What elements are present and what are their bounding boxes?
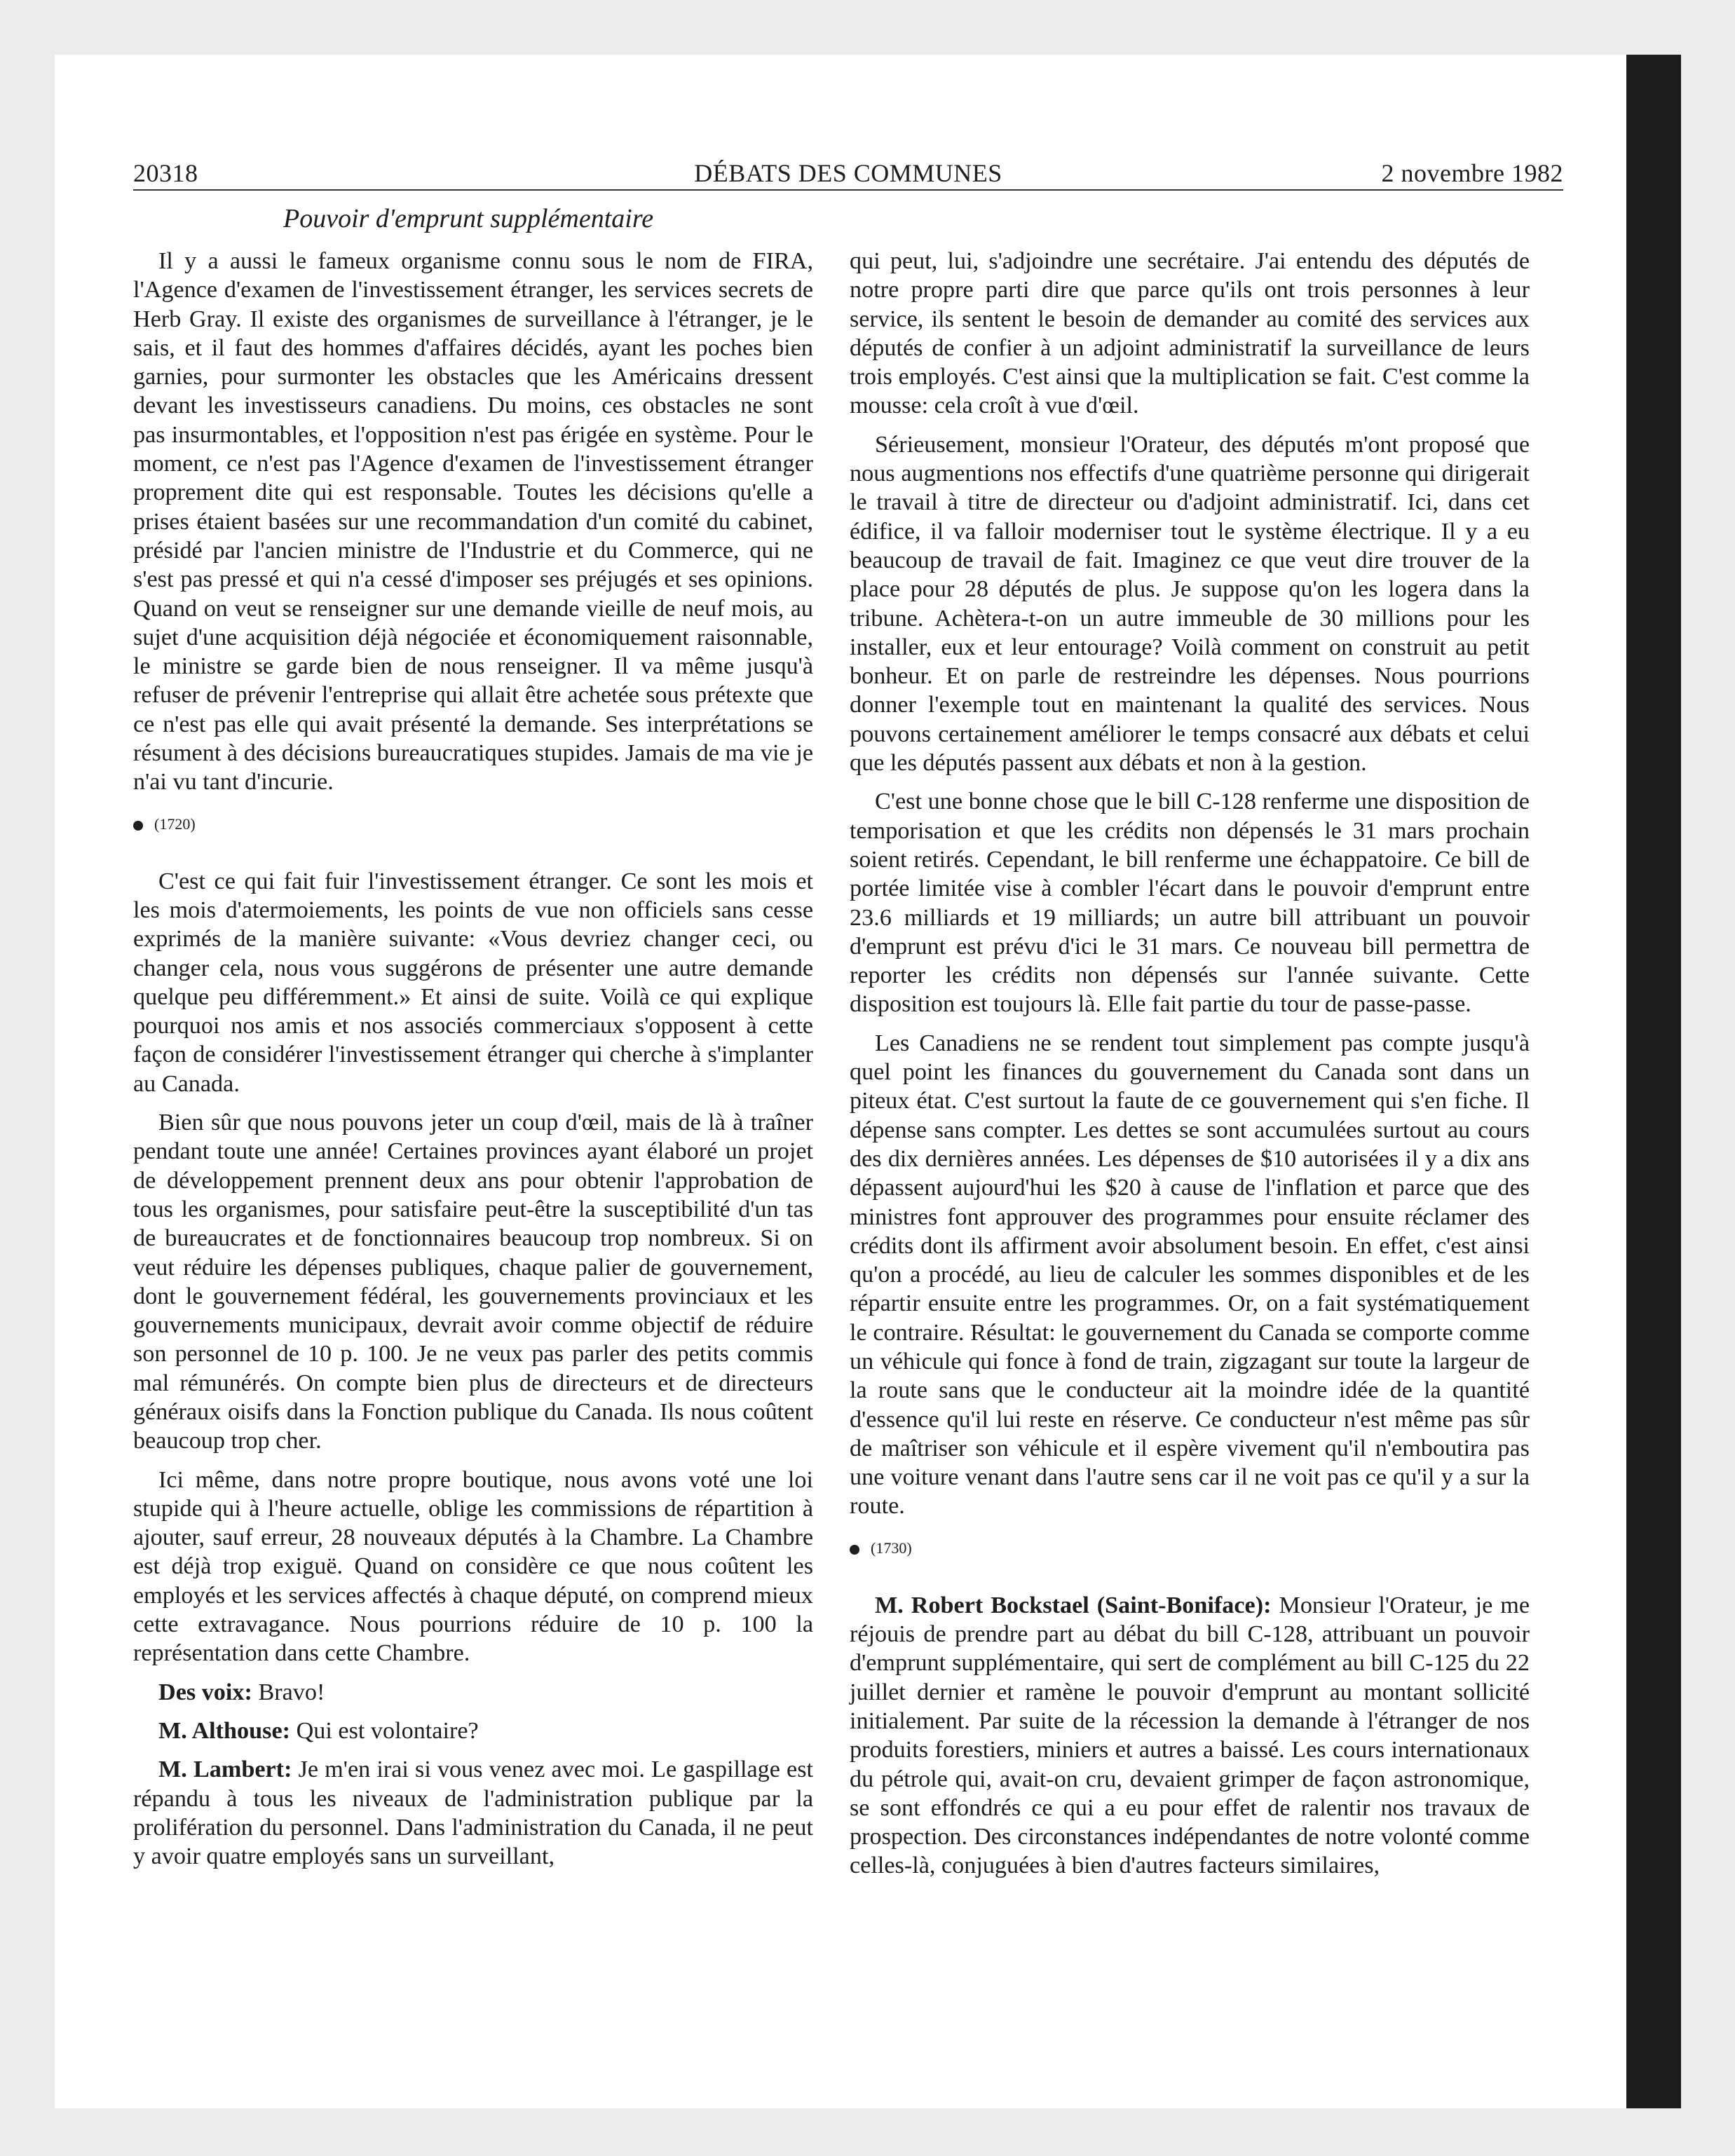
time-marker [850,1538,1530,1559]
publication-date: 2 novembre 1982 [1381,159,1563,187]
paragraph: qui peut, lui, s'adjoindre une secrétaire. J'ai entendu des députés de notre propre parti dire que parce qu'ils ont trois personnes à leur service, ils sentent le besoin de demander au comité des services aux députés de confier à un adjoint administratif la surveillance de leurs trois employés. C'est ainsi que la multiplication se fait. C'est comme la mousse: cela croît à vue d'œil. [850,248,1530,419]
bullet-icon [133,821,143,831]
paragraph: Les Canadiens ne se rendent tout simplement pas compte jusqu'à quel point les finances du gouvernement du Canada sont dans un piteux état. C'est surtout la faute de ce gouvernement qui s'en fiche. Il dépense sans compter. Les dettes se sont accumulées surtout au cours des dix dernières années. Les dépenses de $10 autorisées il y a dix ans dépassent aujourd'hui les $20 à cause de l'inflation et parce que des ministres font approuver des programmes pour ensuite réclamer des crédits dont ils affirment avoir absolument besoin. En effet, c'est ainsi qu'on a procédé, au lieu de calculer les sommes disponibles et de les répartir ensuite entre les programmes. Or, on a fait systématiquement le contraire. Résultat: le gouvernement du Canada se comporte comme un véhicule qui fonce à fond de train, zigzagant sur toute la largeur de la route sans que le conducteur ait la moindre idée de la quantité d'essence qu'il lui reste en réserve. Ce conducteur n'est même pas sûr de maîtriser son véhicule et il espère vivement qu'il n'emboutira pas une voiture venant dans l'autre sens car il ne voit pas ce qu'il y a sur la route. [850,1030,1530,1520]
speech [133,1717,813,1745]
paragraph: C'est ce qui fait fuir l'investissement étranger. Ce sont les mois et les mois d'atermoiements, les points de vue non officiels sans cesse exprimés de la manière suivante: «Vous devriez changer ceci, ou changer cela, nous vous suggérons de présenter une autre demande quelque peu différemment.» Et ainsi de suite. Voilà ce qui explique pourquoi nos amis et nos associés commerciaux s'opposent à cette façon de considérer l'investissement étranger qui cherche à s'implanter au Canada. [133,868,813,1097]
bullet-icon [850,1545,859,1555]
speech [133,1678,813,1707]
scan-edge-bar [1626,55,1681,2108]
publication-title: DÉBATS DES COMMUNES [694,159,1002,187]
right-column [850,247,1530,1890]
speech [133,1755,813,1871]
time-marker [133,814,813,835]
speaker-name: M. Althouse: [158,1717,291,1744]
paragraph: Bien sûr que nous pouvons jeter un coup d'œil, mais de là à traîner pendant toute une année! Certaines provinces ayant élaboré un projet de développement prennent deux ans pour obtenir l'approbation de tous les organismes, pour satisfaire peut-être la susceptibilité d'un tas de bureaucrates et de fonctionnaires beaucoup trop nombreux. Si on veut réduire les dépenses publiques, chaque palier de gouvernement, dont le gouvernement fédéral, les gouvernements provinciaux et les gouvernements municipaux, devrait avoir comme objectif de réduire son personnel de 10 p. 100. Je ne veux pas parler des petits commis mal rémunérés. On compte bien plus de directeurs et de directeurs généraux oisifs dans la Fonction publique du Canada. Ils nous coûtent beaucoup trop cher. [133,1110,813,1454]
time-marker-label: (1730) [871,1538,912,1557]
speaker-name: Des voix: [158,1679,252,1705]
speech-text: Monsieur l'Orateur, je me réjouis de prendre part au débat du bill C-128, attribuant un pouvoir d'emprunt supplémentaire, qui sert de complément au bill C-125 du 22 juillet dernier et ramène le pouvoir d'emprunt au montant sollicité initialement. Par suite de la récession la demande à l'étranger de nos produits forestiers, miniers et autres a baissé. Les cours internationaux du pétrole qui, avait-on cru, devaient grimper de façon astronomique, se sont effondrés ce qui a eu pour effet de ralentir nos travaux de prospection. Des circonstances indépendantes de notre volonté comme celles-là, conjuguées à bien d'autres facteurs similaires, [850,1592,1530,1879]
page-number: 20318 [133,159,198,187]
paragraph: C'est une bonne chose que le bill C-128 renferme une disposition de temporisation et que les crédits non dépensés le 31 mars prochain soient retirés. Cependant, le bill renferme une échappatoire. Ce bill de portée limitée vise à combler l'écart dans le pouvoir d'emprunt entre 23.6 milliards et 19 milliards; un autre bill attribuant un pouvoir d'emprunt est prévu d'ici le 31 mars. Ce nouveau bill permettra de reporter les crédits non dépensés sur l'année suivante. Cette disposition est toujours là. Elle fait partie du tour de passe-passe. [850,789,1530,1018]
paragraph: Ici même, dans notre propre boutique, nous avons voté une loi stupide qui à l'heure actuelle, oblige les commissions de répartition à ajouter, sauf erreur, 28 nouveaux députés à la Chambre. La Chambre est déjà trop exiguë. Quand on considère ce que nous coûtent les employés et les services affectés à chaque député, on comprend mieux cette extravagance. Nous pourrions réduire de 10 p. 100 la représentation dans cette Chambre. [133,1466,813,1667]
page-header [133,156,1563,191]
speaker-name: M. Robert Bockstael (Saint-Boniface): [875,1592,1272,1618]
section-subheading: Pouvoir d'emprunt supplémentaire [283,204,654,233]
speech-text: Bravo! [252,1679,325,1705]
paragraph: Il y a aussi le fameux organisme connu sous le nom de FIRA, l'Agence d'examen de l'investissement étranger, les services secrets de Herb Gray. Il existe des organismes de surveillance à l'étranger, je le sais, et il faut des hommes d'affaires décidés, ayant les poches bien garnies, pour surmonter les obstacles que les Américains dressent devant les investisseurs canadiens. Du moins, ces obstacles ne sont pas insurmontables, et l'opposition n'est pas érigée en système. Pour le moment, ce n'est pas l'Agence d'examen de l'investissement étranger proprement dite qui est responsable. Toutes les décisions qu'elle a prises étaient basées sur une recommandation d'un comité du cabinet, présidé par l'ancien ministre de l'Industrie et du Commerce, qui ne s'est pas pressé et qui n'a cessé d'imposer ses préjugés et ses opinions. Quand on veut se renseigner sur une demande vieille de neuf mois, au sujet d'une acquisition déjà négociée et économiquement raisonnable, le ministre se garde bien de nous renseigner. Il va même jusqu'à refuser de prévenir l'entreprise qui allait être achetée sous prétexte que ce n'est pas elle qui avait présenté la demande. Ses interprétations se résument à des décisions bureaucratiques stupides. Jamais de ma vie je n'ai vu tant d'incurie. [133,248,813,796]
speech [850,1591,1530,1881]
paragraph: Sérieusement, monsieur l'Orateur, des députés m'ont proposé que nous augmentions nos effectifs d'une quatrième personne qui dirigerait le travail à titre de directeur ou d'adjoint administratif. Ici, dans cet édifice, il va falloir moderniser tout le système électrique. Il y a eu beaucoup de travail de fait. Imaginez ce que veut dire trouver de la place pour 28 députés de plus. Je suppose qu'on les logera dans la tribune. Achètera-t-on un autre immeuble de 30 millions pour les installer, eux et leur entourage? Voilà comment on construit au petit bonheur. Et on parle de restreindre les dépenses. Nous pourrions donner l'exemple tout en maintenant la qualité des services. Nous pouvons certainement améliorer le temps consacré aux débats et celui que les députés passent aux débats et non à la gestion. [850,431,1530,777]
time-marker-label: (1720) [154,814,196,833]
speaker-name: M. Lambert: [158,1756,292,1783]
speech-text: Je m'en irai si vous venez avec moi. Le gaspillage est répandu à tous les niveaux de l'administration publique par la prolifération du personnel. Dans l'administration du Canada, il ne peut y avoir quatre employés sans un surveillant, [133,1756,813,1870]
left-column [133,247,813,1881]
speech-text: Qui est volontaire? [290,1717,479,1744]
